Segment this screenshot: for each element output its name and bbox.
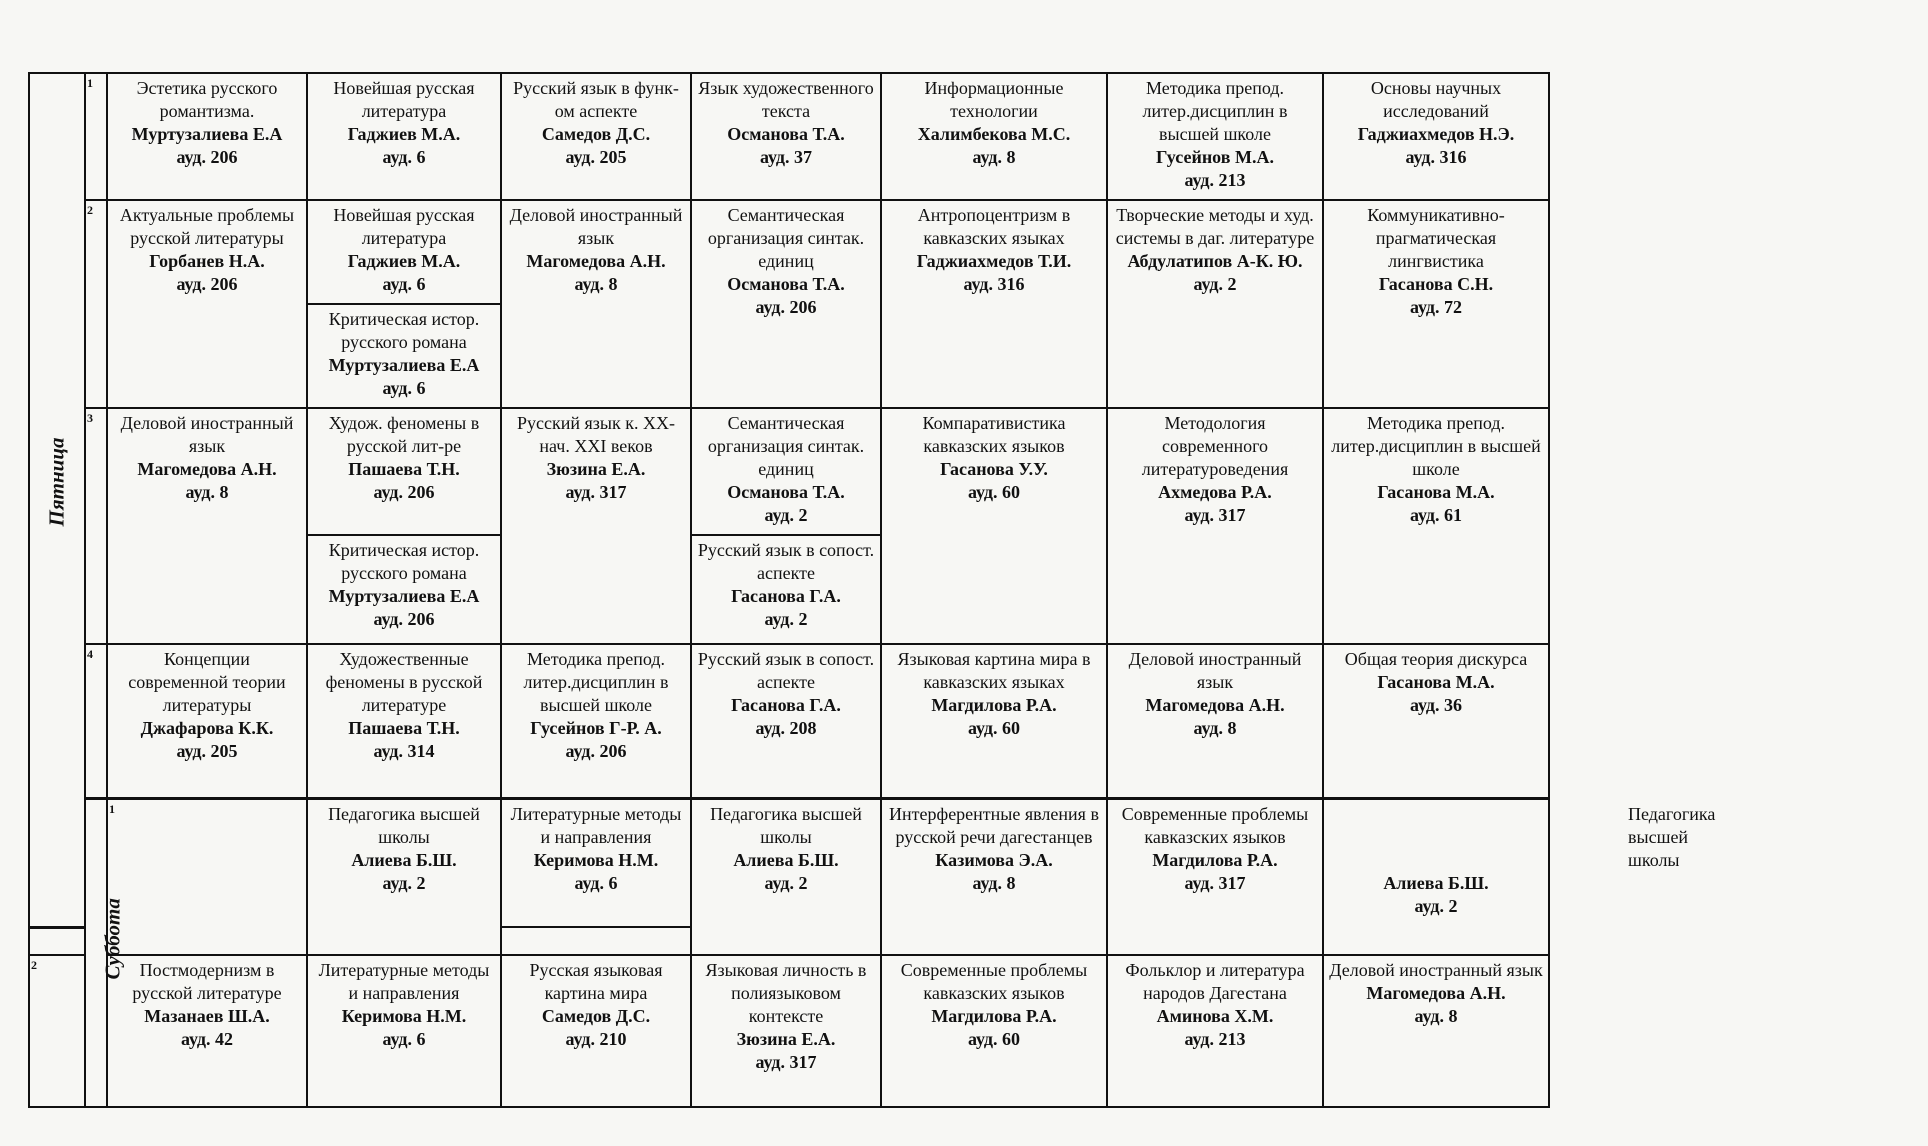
pair-number: 3 — [85, 408, 107, 644]
schedule-cell: Русский язык к. XX- нач. XXI веков Зюзина Е.А. ауд. 317 — [501, 408, 691, 644]
day-label: Пятница — [44, 437, 69, 527]
schedule-cell: Литературные методы и направления Керимова Н.М. ауд. 6 — [307, 955, 501, 1107]
schedule-cell: Методика препод. литер.дисциплин в высшей школе Гусейнов М.А. ауд. 213 — [1107, 73, 1323, 200]
schedule-cell: Деловой иностранный язык Магомедова А.Н. ауд. 8 — [501, 200, 691, 408]
schedule-cell: Языковая личность в полиязыковом контексте Зюзина Е.А. ауд. 317 — [691, 955, 881, 1107]
schedule-cell: Худож. феномены в русской лит-ре Пашаева Т.Н. ауд. 206 — [307, 408, 501, 535]
schedule-cell: Методика препод. литер.дисциплин в высшей школе Гусейнов Г-Р. А. ауд. 206 — [501, 644, 691, 798]
schedule-cell: Критическая истор. русского романа Муртузалиева Е.А ауд. 6 — [307, 304, 501, 408]
schedule-cell: Семантическая организация синтак. единиц Османова Т.А. ауд. 2 — [691, 408, 881, 535]
schedule-cell: Семантическая организация синтак. единиц Османова Т.А. ауд. 206 — [691, 200, 881, 408]
day-friday — [29, 73, 85, 927]
schedule-cell: Концепции современной теории литературы Джафарова К.К. ауд. 205 — [107, 644, 307, 798]
schedule-cell: Основы научных исследований Гаджиахмедов Н.Э. ауд. 316 — [1323, 73, 1549, 200]
schedule-cell: Современные проблемы кавказских языков Магдилова Р.А. ауд. 60 — [881, 955, 1107, 1107]
schedule-cell: Русский язык в функ-ом аспекте Самедов Д.С. ауд. 205 — [501, 73, 691, 200]
schedule-cell: Деловой иностранный язык Магомедова А.Н. ауд. 8 — [1323, 955, 1549, 1107]
schedule-cell: Педагогика высшей школы Алиева Б.Ш. ауд. 2 — [1323, 798, 1549, 955]
schedule-cell: Литературные методы и направления Керимова Н.М. ауд. 6 — [501, 798, 691, 927]
schedule-cell: Педагогика высшей школы Алиева Б.Ш. ауд. 2 — [691, 798, 881, 955]
schedule-cell: Русский язык в сопост. аспекте Гасанова Г.А. ауд. 208 — [691, 644, 881, 798]
schedule-cell: Информационные технологии Халимбекова М.С. ауд. 8 — [881, 73, 1107, 200]
schedule-cell: Новейшая русская литература Гаджиев М.А. ауд. 6 — [307, 73, 501, 200]
schedule-cell: Методика препод. литер.дисциплин в высшей школе Гасанова М.А. ауд. 61 — [1323, 408, 1549, 644]
schedule-cell: Интерферентные явления в русской речи дагестанцев Казимова Э.А. ауд. 8 — [881, 798, 1107, 955]
pair-number: 4 — [85, 644, 107, 798]
schedule-sheet — [28, 72, 1716, 1108]
pair-number: 2 — [85, 200, 107, 408]
schedule-cell: Коммуникативно-прагматическая лингвистика Гасанова С.Н. ауд. 72 — [1323, 200, 1549, 408]
schedule-cell: Русский язык в сопост. аспекте Гасанова Г.А. ауд. 2 — [691, 535, 881, 644]
day-label: Суббота — [100, 898, 125, 980]
pair-number: 1 — [85, 73, 107, 200]
day-saturday — [85, 798, 125, 1107]
schedule-cell: Постмодернизм в русской литературе Мазанаев Ш.А. ауд. 42 — [107, 955, 307, 1107]
schedule-cell: Компаративистика кавказских языков Гасанова У.У. ауд. 60 — [881, 408, 1107, 644]
schedule-cell: Критическая истор. русского романа Муртузалиева Е.А ауд. 206 — [307, 535, 501, 644]
schedule-cell: Фольклор и литература народов Дагестана Аминова Х.М. ауд. 213 — [1107, 955, 1323, 1107]
schedule-cell: Антропоцентризм в кавказских языках Гаджиахмедов Т.И. ауд. 316 — [881, 200, 1107, 408]
schedule-table — [28, 72, 1716, 1108]
schedule-cell: Деловой иностранный язык Магомедова А.Н. ауд. 8 — [1107, 644, 1323, 798]
schedule-cell: Языковая картина мира в кавказских языках Магдилова Р.А. ауд. 60 — [881, 644, 1107, 798]
schedule-cell: Деловой иностранный язык Магомедова А.Н. ауд. 8 — [107, 408, 307, 644]
empty-cell — [29, 927, 85, 954]
schedule-cell: Методология современного литературоведения Ахмедова Р.А. ауд. 317 — [1107, 408, 1323, 644]
schedule-cell: Творческие методы и худ. системы в даг. литературе Абдулатипов А-К. Ю. ауд. 2 — [1107, 200, 1323, 408]
schedule-cell: Эстетика русского романтизма. Муртузалиева Е.А ауд. 206 — [107, 73, 307, 200]
schedule-cell: Язык художественного текста Османова Т.А. ауд. 37 — [691, 73, 881, 200]
schedule-cell: Русская языковая картина мира Самедов Д.С. ауд. 210 — [501, 955, 691, 1107]
schedule-cell: Современные проблемы кавказских языков Магдилова Р.А. ауд. 317 — [1107, 798, 1323, 955]
schedule-cell: Общая теория дискурса Гасанова М.А. ауд. 36 — [1323, 644, 1549, 798]
schedule-cell: Педагогика высшей школы Алиева Б.Ш. ауд. 2 — [307, 798, 501, 955]
schedule-cell: Актуальные проблемы русской литературы Горбанев Н.А. ауд. 206 — [107, 200, 307, 408]
schedule-cell: Художественные феномены в русской литературе Пашаева Т.Н. ауд. 314 — [307, 644, 501, 798]
schedule-cell: Новейшая русская литература Гаджиев М.А. ауд. 6 — [307, 200, 501, 303]
pair-number: 2 — [29, 955, 85, 1107]
pair-number: 1 — [107, 798, 307, 955]
